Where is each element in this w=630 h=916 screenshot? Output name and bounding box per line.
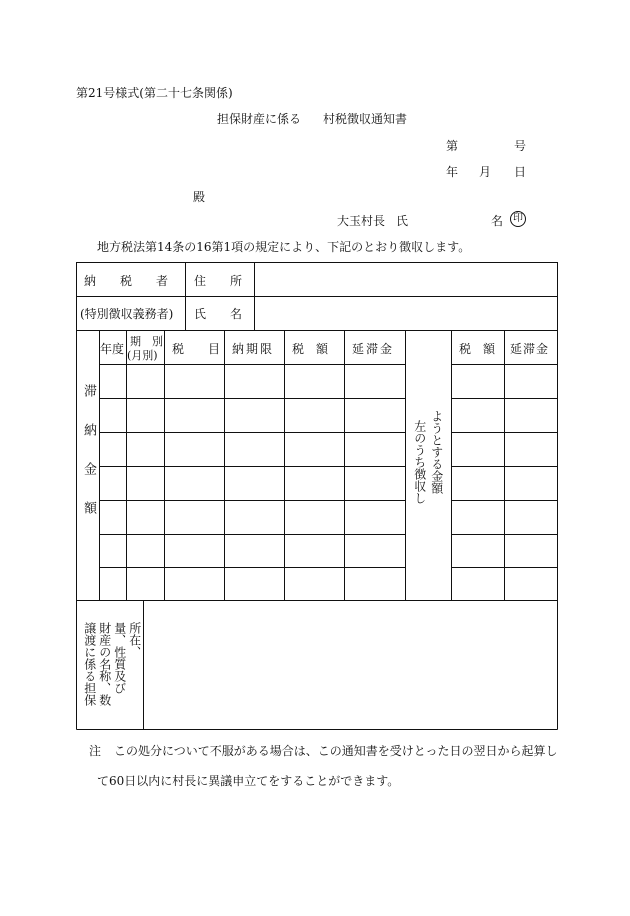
header-collect-amount-col2: 左のうち徴収し: [412, 420, 427, 504]
date-day: 日: [514, 165, 527, 179]
issuer-shi: 氏: [396, 214, 409, 228]
address-field[interactable]: [256, 264, 556, 295]
collateral-label-col1: 所在、: [127, 622, 142, 658]
collateral-label-col4: 譲渡に係る担保: [82, 622, 97, 706]
special-collector-label: (特別徴収義務者): [80, 307, 174, 321]
header-period-sub: (月別): [127, 349, 158, 362]
issuer-mei: 名: [491, 214, 504, 228]
note-line1: この処分について不服がある場合は、この通知書を受けとった日の翌日から起算し: [114, 744, 558, 758]
collateral-label-col2: 量、性質及び: [112, 622, 127, 694]
seal-icon: 印: [510, 211, 526, 227]
name-field[interactable]: [256, 298, 556, 329]
collateral-field[interactable]: [145, 602, 556, 728]
addressee-suffix: 殿: [193, 190, 206, 204]
header-tax-amount: 税 額: [292, 342, 329, 356]
form-id: 第21号様式(第二十七条関係): [76, 86, 233, 100]
header-period: 期 別: [130, 335, 163, 348]
header-collect-amount-col1: ようとする金額: [429, 410, 444, 494]
number-suffix: 号: [514, 139, 527, 153]
header-due-date: 納期限: [232, 342, 275, 356]
header-tax-amount-2: 税 額: [459, 342, 496, 356]
issuer-title: 大玉村長: [337, 214, 386, 228]
header-tax-item: 税 目: [172, 342, 221, 356]
header-late-fee-2: 延滞金: [510, 342, 550, 356]
taxpayer-label: 納 税 者: [84, 274, 169, 288]
delinquent-amount-label: 滞納金額: [80, 384, 96, 540]
collateral-label-col3: 財産の名称、数: [97, 622, 112, 706]
number-prefix: 第: [446, 139, 459, 153]
header-late-fee: 延滞金: [352, 342, 395, 356]
header-year: 年度: [100, 342, 125, 356]
intro-text: 地方税法第14条の16第1項の規定により、下記のとおり徴収します。: [97, 240, 471, 254]
address-label: 住 所: [194, 274, 243, 288]
name-label: 氏 名: [194, 307, 243, 321]
note-label: 注: [89, 744, 102, 758]
title-part2: 村税徴収通知書: [323, 112, 408, 126]
date-year: 年: [446, 165, 459, 179]
note-line2: て60日以内に村長に異議申立てをすることができます。: [97, 774, 400, 788]
date-month: 月: [479, 165, 492, 179]
title-part1: 担保財産に係る: [217, 112, 302, 126]
